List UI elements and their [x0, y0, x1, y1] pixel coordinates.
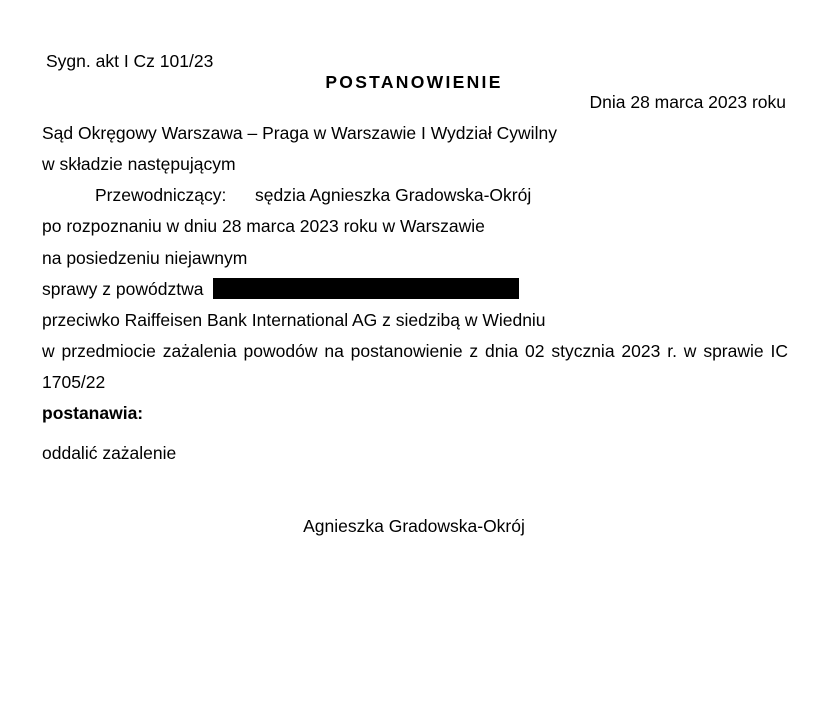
subject-paragraph: w przedmiocie zażalenia powodów na postanowienie z dnia 02 stycznia 2023 r. w sprawie IC 1705/22	[42, 341, 788, 392]
presiding-label: Przewodniczący:	[95, 185, 227, 205]
presiding-judge: sędzia Agnieszka Gradowska-Okrój	[255, 185, 532, 205]
composition-line: w składzie następującym	[42, 154, 236, 174]
ruling-text: oddalić zażalenie	[42, 443, 177, 463]
case-number: Sygn. akt I Cz 101/23	[46, 51, 214, 71]
court-name: Sąd Okręgowy Warszawa – Praga w Warszawie I Wydział Cywilny	[42, 123, 557, 143]
defendant-line: przeciwko Raiffeisen Bank International AG z siedzibą w Wiedniu	[42, 310, 546, 330]
decision-date: Dnia 28 marca 2023 roku	[589, 92, 786, 112]
claim-prefix: sprawy z powództwa	[42, 279, 204, 299]
session-type: na posiedzeniu niejawnym	[42, 248, 248, 268]
signature-name: Agnieszka Gradowska-Okrój	[303, 516, 525, 536]
examination-line: po rozpoznaniu w dniu 28 marca 2023 roku w Warszawie	[42, 216, 485, 236]
document-title: POSTANOWIENIE	[325, 72, 503, 92]
resolves-heading: postanawia:	[42, 403, 144, 423]
redaction-bar	[213, 278, 519, 299]
